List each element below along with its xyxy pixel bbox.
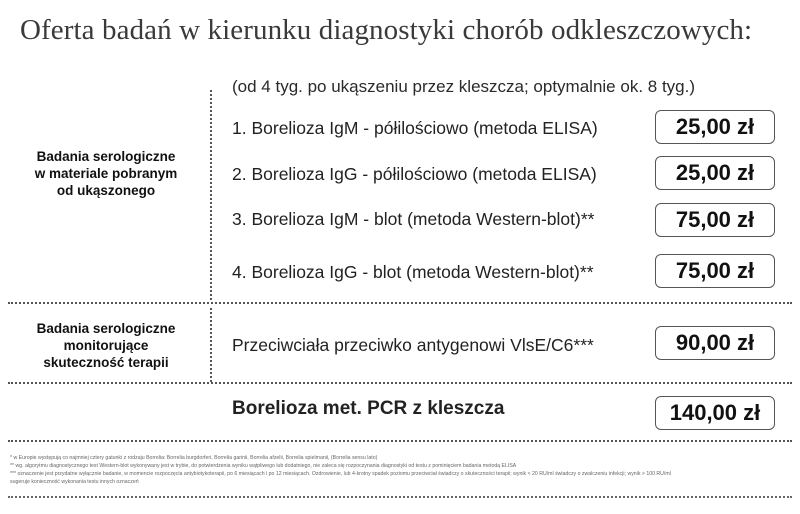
price-badge: 25,00 zł [655, 156, 775, 190]
footnote: sugeruje konieczność wykonania testu innych oznaczeń [10, 479, 139, 485]
test-item-vlse-c6: Przeciwciała przeciwko antygenowi VlsE/C6*** [232, 335, 594, 355]
price-badge: 140,00 zł [655, 396, 775, 430]
section-label-monitoring [6, 320, 206, 371]
label-line: w materiale pobranym [34, 166, 178, 181]
timing-note: (od 4 tyg. po ukąszeniu przez kleszcza; optymalnie ok. 8 tyg.) [232, 77, 696, 96]
price-badge: 25,00 zł [655, 110, 775, 144]
test-item-igg-elisa: 2. Borelioza IgG - półilościowo (metoda ELISA) [232, 164, 597, 184]
price-badge: 75,00 zł [655, 203, 775, 237]
section-label-serology [6, 148, 206, 199]
price-badge: 75,00 zł [655, 254, 775, 288]
label-line: monitorujące [63, 338, 149, 353]
footnote: *** oznaczenie jest przydatne wyłącznie badanie, w momencie rozpoczęcia antybiotykoterapii, po 6 miesiącach i po 12 miesiącach. Ozdrowienie, lub 4-krotny spadek poziomu przeciwciał świadczy o skuteczności terapii; wynik < 20 RU/ml świadczy o zwalczeniu infekcji; wynik > 100 RU/ml [10, 471, 671, 477]
footnotes [10, 454, 790, 486]
test-item-igg-blot: 4. Borelioza IgG - blot (metoda Western-blot)** [232, 262, 594, 282]
test-item-igm-elisa: 1. Borelioza IgM - półilościowo (metoda ELISA) [232, 118, 598, 138]
test-item-igm-blot: 3. Borelioza IgM - blot (metoda Western-blot)** [232, 209, 595, 229]
page-title: Oferta badań w kierunku diagnostyki chorób odkleszczowych: [20, 14, 753, 46]
column-divider [210, 90, 212, 300]
bottom-divider [8, 496, 792, 498]
section-divider [8, 440, 792, 442]
label-line: Badania serologiczne [36, 149, 176, 164]
test-item-pcr: Borelioza met. PCR z kleszcza [232, 398, 505, 419]
column-divider [210, 308, 212, 382]
price-badge: 90,00 zł [655, 326, 775, 360]
label-line: od ukąszonego [56, 183, 156, 198]
label-line: Badania serologiczne [36, 321, 176, 336]
section-divider [8, 382, 792, 384]
label-line: skuteczność terapii [43, 355, 169, 370]
footnote: * w Europie występują co najmniej cztery gatunki z rodzaju Borrelia: Borrelia burgdorferi, Borrelia garinii, Borrelia afzelii, Borrelia spielmanii, (Borrelia sensu lato) [10, 455, 378, 461]
section-divider [8, 302, 792, 304]
footnote: ** wg. algorytmu diagnostycznego test Western-blot wykonywany jest w trybie, do potwierdzenia wyniku wątpliwego lub dodatniego, nie zaleca się rozpoczynania diagnostyki od testu z pominięciem badania metodą ELISA [10, 463, 517, 469]
